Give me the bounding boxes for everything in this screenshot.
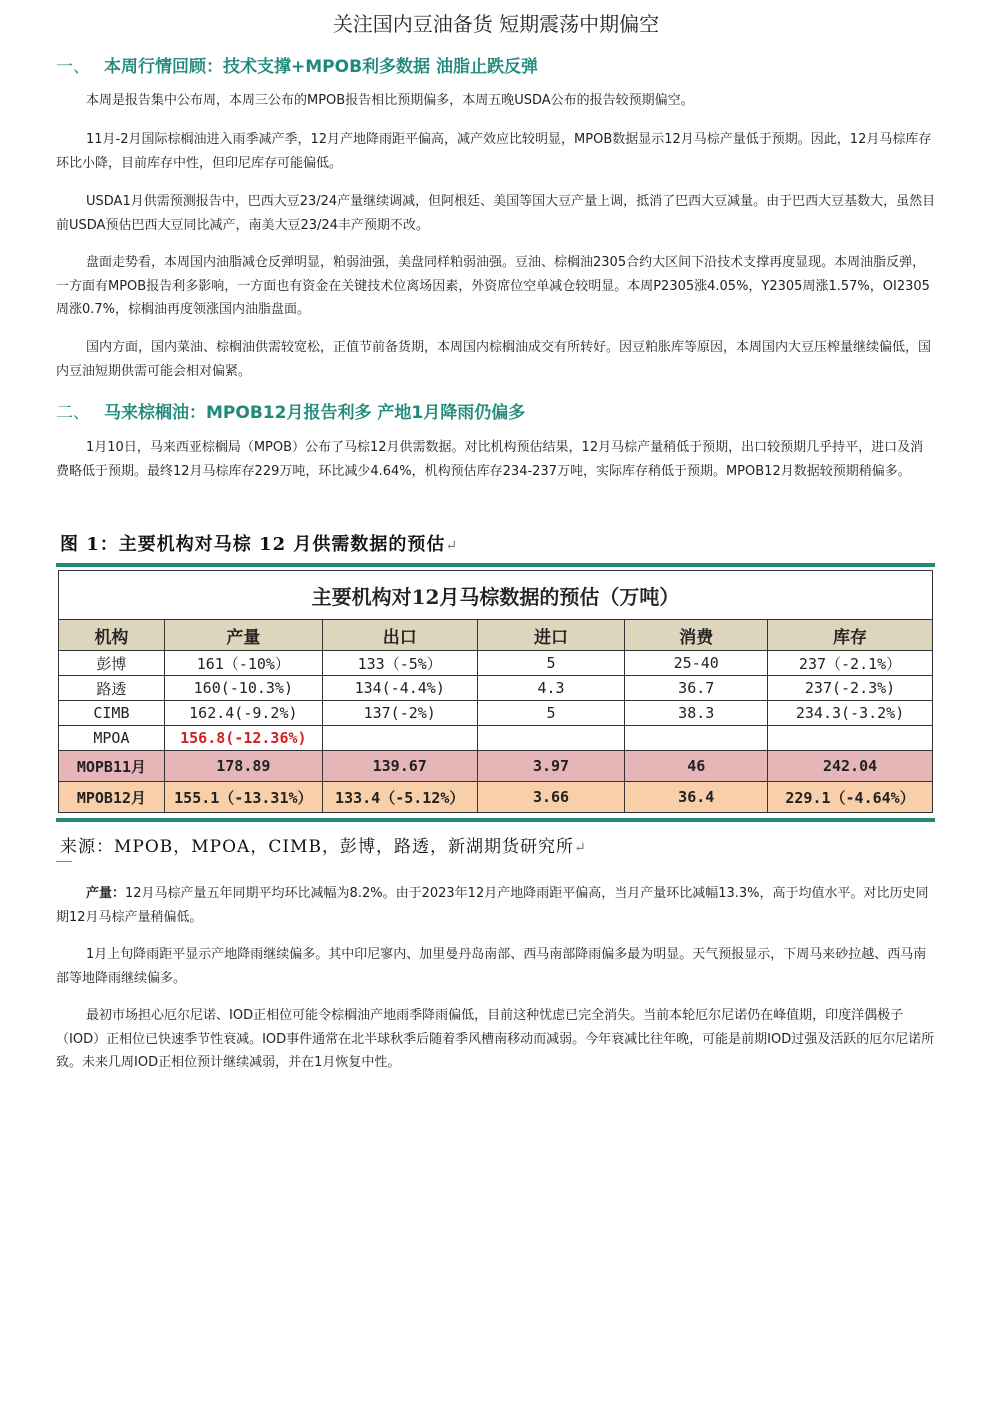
table-cell: 36.4: [625, 782, 768, 813]
table-cell: [625, 726, 768, 751]
divider: [56, 861, 72, 862]
table-cell: 242.04: [768, 751, 933, 782]
paragraph: 1月10日，马来西亚棕榈局（MPOB）公布了马棕12月供需数据。对比机构预估结果，12月马棕产量稍低于预期，出口较预期几乎持平，进口及消费略低于预期。最终12月马棕库存229万吨，环比减少4.64%，机构预估库存234-237万吨，实际库存稍低于预期。MPOB12月数据较预期稍偏多。: [56, 440, 924, 479]
table-cell: MPOB12月: [59, 782, 165, 813]
table-cell: 162.4(-9.2%): [164, 701, 322, 726]
table-cell-highlight: 156.8(-12.36%): [164, 726, 322, 751]
column-header: 出口: [322, 620, 477, 651]
section-heading-1: [56, 52, 538, 77]
table-row: [59, 676, 933, 701]
table-cell: 路透: [59, 676, 165, 701]
paragraph: 11月-2月国际棕榈油进入雨季减产季，12月产地降雨距平偏高，减产效应比较明显，MPOB数据显示12月马棕产量低于预期。因此，12月马棕库存环比小降，目前库存中性，但印尼库存可能偏低。: [56, 132, 932, 171]
table-cell: 3.66: [477, 782, 625, 813]
section-heading-2: [56, 398, 525, 423]
page-title: 关注国内豆油备货 短期震荡中期偏空: [332, 12, 660, 36]
table-bottom-rule: [56, 818, 935, 822]
table-cell: [477, 726, 625, 751]
table-cell: 161（-10%）: [164, 651, 322, 676]
table-cell: MPOA: [59, 726, 165, 751]
table-cell: MOPB11月: [59, 751, 165, 782]
paragraph: USDA1月供需预测报告中，巴西大豆23/24产量继续调减，但阿根廷、美国等国大豆产量上调，抵消了巴西大豆减量。由于巴西大豆基数大，虽然目前USDA预估巴西大豆同比减产，南美大豆23/24丰产预期不改。: [56, 194, 936, 233]
table-cell: 5: [477, 701, 625, 726]
paragraph: [56, 882, 936, 929]
table-cell: 160(-10.3%): [164, 676, 322, 701]
table-cell: 38.3: [625, 701, 768, 726]
paragraph-text: 12月马棕产量五年同期平均环比减幅为8.2%。由于2023年12月产地降雨距平偏高，当月产量环比减幅13.3%，高于均值水平。对比历史同期12月马棕产量稍偏低。: [56, 886, 929, 925]
table-row: [59, 651, 933, 676]
table-cell: 5: [477, 651, 625, 676]
table-cell: CIMB: [59, 701, 165, 726]
table-cell: 178.89: [164, 751, 322, 782]
table-cell: 155.1（-13.31%）: [164, 782, 322, 813]
section-title: 本周行情回顾：技术支撑+MPOB利多数据 油脂止跌反弹: [104, 57, 538, 77]
paragraph: 盘面走势看，本周国内油脂减仓反弹明显，粕弱油强，美盘同样粕弱油强。豆油、棕榈油2305合约大区间下沿技术支撑再度显现。本周油脂反弹，一方面有MPOB报告利多影响，一方面也有资金在关键技术位离场因素，外资席位空单减仓较明显。本周P2305涨4.05%，Y2305周涨1.57%，OI2305周涨0.7%，棕榈油再度领涨国内油脂盘面。: [56, 255, 930, 317]
section-title: 马来棕榈油：MPOB12月报告利多 产地1月降雨仍偏多: [104, 403, 526, 423]
figure-title-text: 图 1：主要机构对马棕 12 月供需数据的预估: [60, 534, 446, 555]
table-cell: 3.97: [477, 751, 625, 782]
table-top-rule: [56, 563, 935, 567]
section-number: 二、: [56, 403, 90, 423]
table-cell: 139.67: [322, 751, 477, 782]
table-cell: 137(-2%): [322, 701, 477, 726]
table-cell: 36.7: [625, 676, 768, 701]
table-cell: 133（-5%）: [322, 651, 477, 676]
column-header: 库存: [768, 620, 933, 651]
mpob-dec-row: [59, 782, 933, 813]
section-number: 一、: [56, 57, 90, 77]
table-cell: 134(-4.4%): [322, 676, 477, 701]
source-text: 来源：MPOB，MPOA，CIMB，彭博，路透，新湖期货研究所: [60, 837, 574, 857]
table-row: [59, 701, 933, 726]
table-header-row: [59, 620, 933, 651]
estimates-table: [58, 570, 933, 813]
table-cell: 4.3: [477, 676, 625, 701]
table-cell: 234.3(-3.2%): [768, 701, 933, 726]
table-cell: 46: [625, 751, 768, 782]
table-row: [59, 726, 933, 751]
column-header: 产量: [164, 620, 322, 651]
table-cell: 彭博: [59, 651, 165, 676]
table-caption: 主要机构对12月马棕数据的预估（万吨）: [59, 571, 933, 620]
table-cell: 25-40: [625, 651, 768, 676]
table-cell: 237(-2.3%): [768, 676, 933, 701]
column-header: 消费: [625, 620, 768, 651]
column-header: 进口: [477, 620, 625, 651]
table-cell: 133.4（-5.12%）: [322, 782, 477, 813]
column-header: 机构: [59, 620, 165, 651]
paragraph: 最初市场担心厄尔尼诺、IOD正相位可能令棕榈油产地雨季降雨偏低，目前这种忧虑已完全消失。当前本轮厄尔尼诺仍在峰值期，印度洋偶极子（IOD）正相位已快速季节性衰减。IOD事件通常在北半球秋季后随着季风槽南移动而减弱。今年衰减比往年晚，可能是前期IOD过强及活跃的厄尔尼诺所致。未来几周IOD正相位预计继续减弱，并在1月恢复中性。: [56, 1008, 935, 1070]
paragraph-lead: 产量：: [86, 886, 126, 901]
return-mark-icon: ↵: [573, 840, 587, 856]
table-cell: 229.1（-4.64%）: [768, 782, 933, 813]
mpob-nov-row: [59, 751, 933, 782]
figure-title: [60, 530, 458, 556]
paragraph: 国内方面，国内菜油、棕榈油供需较宽松，正值节前备货期，本周国内棕榈油成交有所转好。因豆粕胀库等原因，本周国内大豆压榨量继续偏低，国内豆油短期供需可能会相对偏紧。: [56, 340, 932, 379]
table-cell: 237（-2.1%）: [768, 651, 933, 676]
figure-source: [60, 832, 587, 857]
table-cell: [768, 726, 933, 751]
paragraph: 本周是报告集中公布周，本周三公布的MPOB报告相比预期偏多，本周五晚USDA公布的报告较预期偏空。: [86, 93, 694, 108]
return-mark-icon: ↵: [445, 538, 459, 554]
paragraph: 1月上旬降雨距平显示产地降雨继续偏多。其中印尼寥内、加里曼丹岛南部、西马南部降雨偏多最为明显。天气预报显示，下周马来砂拉越、西马南部等地降雨继续偏多。: [56, 947, 927, 986]
table-cell: [322, 726, 477, 751]
